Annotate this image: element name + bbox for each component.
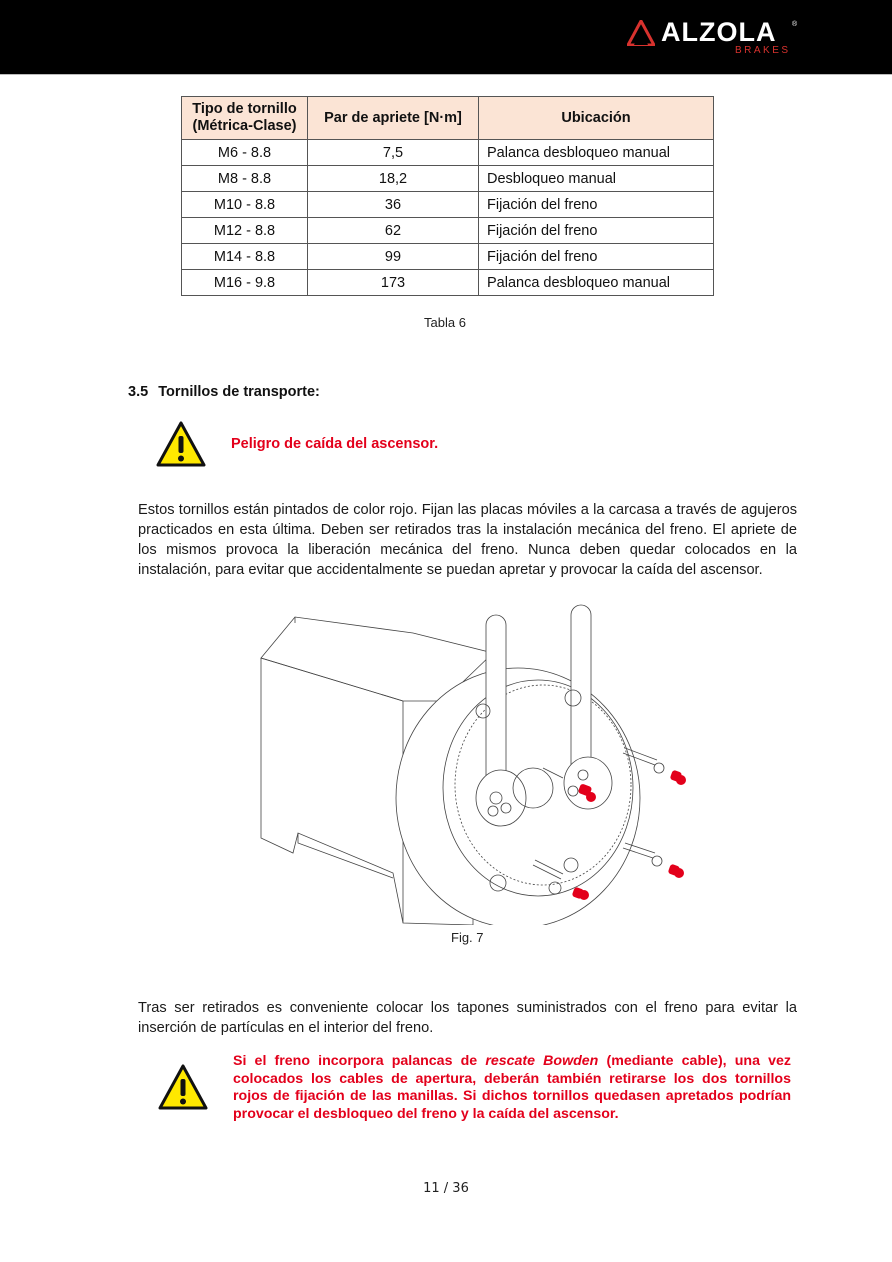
table-caption: Tabla 6	[424, 315, 466, 330]
page-number: 11 / 36	[423, 1181, 469, 1196]
header-tipo: Tipo de tornillo (Métrica-Clase)	[182, 97, 308, 140]
cell-tipo: M10 - 8.8	[182, 192, 308, 218]
cell-tipo: M12 - 8.8	[182, 218, 308, 244]
header-bar	[0, 0, 892, 75]
header-ubicacion: Ubicación	[479, 97, 714, 140]
table-row	[182, 218, 714, 244]
table-header-row	[182, 97, 714, 140]
table-row	[182, 270, 714, 296]
cell-par: 173	[308, 270, 479, 296]
figure-caption: Fig. 7	[451, 930, 484, 945]
logo-triangle-icon	[627, 20, 655, 46]
logo-brand: ALZOLA	[661, 17, 777, 47]
cell-ubicacion: Desbloqueo manual	[479, 166, 714, 192]
warning-triangle-icon	[156, 421, 206, 467]
logo-subtitle: BRAKES	[735, 45, 791, 56]
brake-exploded-figure	[243, 603, 703, 925]
bowden-term: rescate Bowden	[485, 1053, 599, 1069]
table-row	[182, 244, 714, 270]
paragraph-transport-screws: Estos tornillos están pintados de color rojo. Fijan las placas móviles a la carcasa a través de agujeros practicados en esta última. Deben ser retirados tras la instalación mecánica del freno. El apriete de los mismos provoca la liberación mecánica del freno. Nunca deben quedar colocados en la instalación, para evitar que accidentalmente se puedan apretar y provocar la caída del ascensor.	[138, 502, 797, 578]
section-title: Tornillos de transporte:	[158, 384, 320, 400]
cell-ubicacion: Fijación del freno	[479, 244, 714, 270]
warning-triangle-icon	[158, 1064, 208, 1110]
alzola-logo	[627, 17, 802, 59]
section-number: 3.5	[128, 384, 149, 400]
cell-tipo: M16 - 9.8	[182, 270, 308, 296]
cell-par: 18,2	[308, 166, 479, 192]
bowden-warning-text: Si el freno incorpora palancas de rescate Bowden (mediante cable), una vez colocados los cables de apertura, deberán también retirarse los dos tornillos rojos de fijación de las manillas. Si dichos tornillos quedasen apretados podrían provocar el desbloqueo del freno y la caída del ascensor.	[233, 1053, 792, 1122]
cell-ubicacion: Palanca desbloqueo manual	[479, 140, 714, 166]
cell-tipo: M14 - 8.8	[182, 244, 308, 270]
cell-ubicacion: Palanca desbloqueo manual	[479, 270, 714, 296]
cell-ubicacion: Fijación del freno	[479, 192, 714, 218]
table-row	[182, 140, 714, 166]
cell-par: 62	[308, 218, 479, 244]
cell-tipo: M8 - 8.8	[182, 166, 308, 192]
section-heading	[128, 384, 320, 400]
header-par: Par de apriete [N·m]	[308, 97, 479, 140]
table-row	[182, 192, 714, 218]
logo-registered: ®	[792, 21, 798, 28]
cell-par: 99	[308, 244, 479, 270]
torque-table	[181, 96, 714, 296]
cell-par: 7,5	[308, 140, 479, 166]
warning-text: Peligro de caída del ascensor.	[231, 436, 439, 452]
paragraph-plugs: Tras ser retirados es conveniente colocar los tapones suministrados con el freno para evitar la inserción de partículas en el interior del freno.	[138, 1000, 797, 1036]
cell-ubicacion: Fijación del freno	[479, 218, 714, 244]
cell-par: 36	[308, 192, 479, 218]
table-row	[182, 166, 714, 192]
cell-tipo: M6 - 8.8	[182, 140, 308, 166]
